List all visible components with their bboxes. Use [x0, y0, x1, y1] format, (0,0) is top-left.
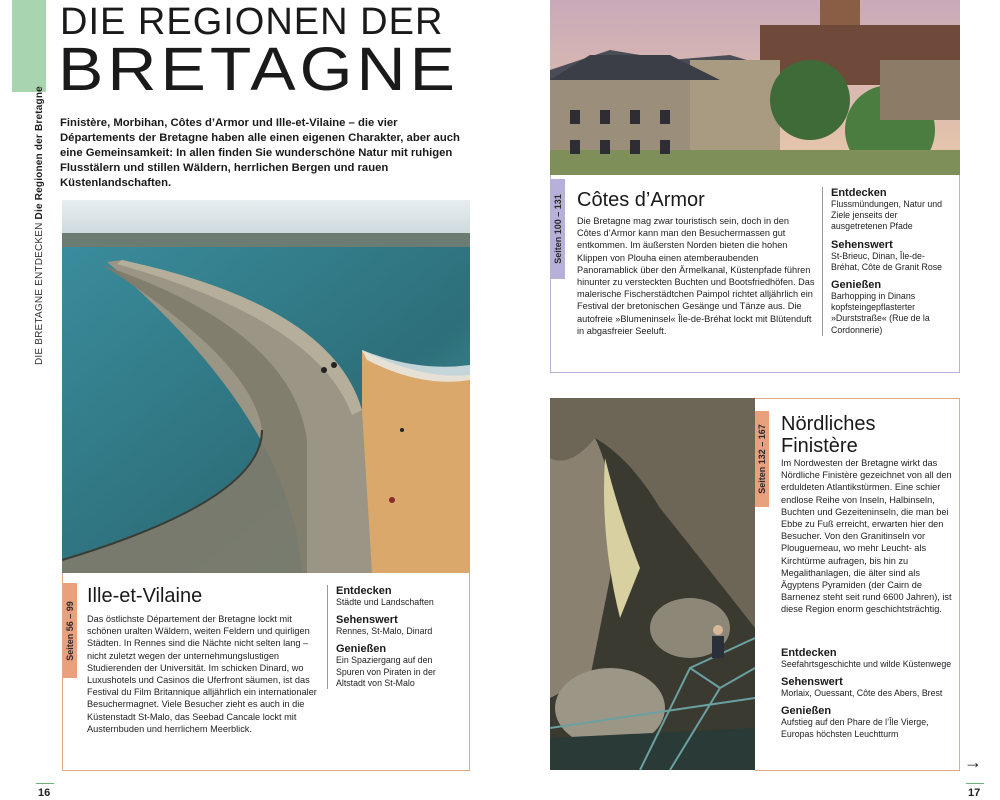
- ille-sehenswert-label: Sehenswert: [336, 614, 398, 627]
- ille-geniessen-text: Ein Spaziergang auf den Spuren von Piraten in der Altstadt von St-Malo: [336, 655, 436, 688]
- finistere-geniessen-label: Genießen: [781, 705, 832, 718]
- ille-sidebar: [327, 585, 459, 689]
- page-title-line1: DIE REGIONEN DER: [60, 1, 444, 43]
- ille-page-range-tab: Seiten 56 – 99: [63, 583, 77, 678]
- finistere-entdecken-label: Entdecken: [781, 647, 837, 659]
- finistere-page-range-tab: Seiten 132 – 167: [755, 411, 769, 507]
- finistere-sehenswert-label: Sehenswert: [781, 676, 843, 689]
- ille-entdecken-label: Entdecken: [336, 585, 392, 597]
- finistere-title-line1: Nördliches: [781, 413, 876, 435]
- next-page-arrow-icon[interactable]: →: [964, 752, 982, 772]
- green-accent-block: [12, 0, 46, 92]
- st-malo-pier-photo: [62, 200, 470, 573]
- rock-cave-photo: [550, 398, 755, 770]
- ille-geniessen-label: Genießen: [336, 643, 387, 656]
- finistere-sidebar: [781, 647, 953, 740]
- cotes-title: Côtes d’Armor: [577, 189, 705, 211]
- cotes-geniessen-label: Genießen: [831, 279, 882, 292]
- finistere-title: [781, 413, 875, 457]
- ille-sehenswert-text: Rennes, St-Malo, Dinard: [336, 626, 433, 637]
- ille-entdecken-text: Städte und Landschaften: [336, 597, 434, 607]
- page-number-left: 16: [38, 787, 51, 799]
- ille-title: Ille-et-Vilaine: [87, 585, 203, 607]
- cotes-sehenswert-label: Sehenswert: [831, 238, 893, 251]
- finistere-title-line2: Finistère: [781, 435, 858, 457]
- finistere-sehenswert-text: Morlaix, Ouessant, Côte des Abers, Brest: [781, 688, 943, 699]
- page-number-right: 17: [968, 787, 981, 799]
- page-title-line2: BRETAGNE: [58, 34, 460, 104]
- cotes-page-range-tab: Seiten 100 – 131: [551, 179, 565, 279]
- cotes-sidebar: [822, 187, 952, 336]
- town-photo: [550, 0, 960, 175]
- chapter-side-label: DIE BRETAGNE ENTDECKEN Die Regionen der Bretagne: [34, 86, 45, 365]
- ille-et-vilaine-box: [62, 573, 470, 771]
- finistere-text: Im Nordwesten der Bretagne wirkt das Nördliche Finistère gezeichnet von all den erduldeten Atlantikstürmen. Eine schier endlose Reihe von Inseln, Halbinseln, Buchten und Gezeiteninseln, die man bei Ebbe zu Fuß erreicht, erwarten hier den Besucher. Von den Granitinseln vor Plouguerneau, wo mehr Leucht- als Kirchtürme aufragen, bis hin zu Megalithanlagen, die älter sind als Ägyptens Pyramiden (der Cairn de Barnenez steht seit rund 6600 Jahren), ist diese Region enorm geschichtsträchtig.: [781, 458, 952, 615]
- page-number-rule-left: [36, 783, 54, 784]
- page-number-rule-right: [966, 783, 984, 784]
- cotes-sehenswert-text: St-Brieuc, Dinan, Île-de-Bréhat, Côte de Granit Rose: [831, 250, 942, 272]
- intro-text: Finistère, Morbihan, Côtes d’Armor und Ille-et-Vilaine – die vier Départements der Bretagne haben alle einen eigenen Charakter, aber auch eine Gemeinsamkeit: In allen finden Sie wunderschöne Natur mit ruhigen Flusstälern und stillen Wäldern, herrlichen Bergen und rauen Küstenlandschaften.: [60, 117, 460, 189]
- cotes-geniessen-text: Barhopping in Dinans kopfsteingepflasterter »Durststraße« (Rue de la Cordonnerie): [831, 291, 930, 335]
- cotes-entdecken-label: Entdecken: [831, 187, 887, 199]
- finistere-entdecken-text: Seefahrtsgeschichte und wilde Küstenwege: [781, 659, 952, 669]
- finistere-geniessen-text: Aufstieg auf den Phare de l’Île Vierge, Europas höchsten Leuchtturm: [781, 717, 929, 739]
- ille-text: Das östlichste Département der Bretagne lockt mit schönen uralten Wäldern, weiten Feldern und quirligen Städten. In Rennes sind die Nächte nicht selten lang – nicht zuletzt wegen der unternehmungslustigen Studierenden der Universität. Im schicken Dinard, wo Luxushotels und Casinos die Uferfront säumen, ist das Festival du Film Britannique alljährlich ein internationaler Besuchermagnet. Viele Besucher zieht es auch in die Küstenstadt St-Malo, das Seebad Cancale lockt mit Austernbuden und herrlichem Meerblick.: [87, 614, 317, 734]
- finistere-box: [755, 398, 960, 771]
- cotes-text: Die Bretagne mag zwar touristisch sein, doch in den Côtes d’Armor kann man den Besuchermassen gut entkommen. Im äußersten Norden bieten die hohen Klippen von Plouha einen atemberaubenden Panoramablick über den Ärmelkanal, Küstenpfade führen hinunter zu versteckten Buchten und Bootsfriedhöfen. Das malerische Fischerstädtchen Paimpol richtet alljährlich ein Festival der bretonischen Gesänge und Tänze aus. Die autofreie »Blumeninsel« Île-de-Bréhat lockt mit Blütenduft in abgasfreier Seeluft.: [577, 216, 815, 336]
- cotes-entdecken-text: Flussmündungen, Natur und Ziele jenseits der ausgetretenen Pfade: [831, 199, 943, 232]
- cotes-d-armor-box: [550, 175, 960, 373]
